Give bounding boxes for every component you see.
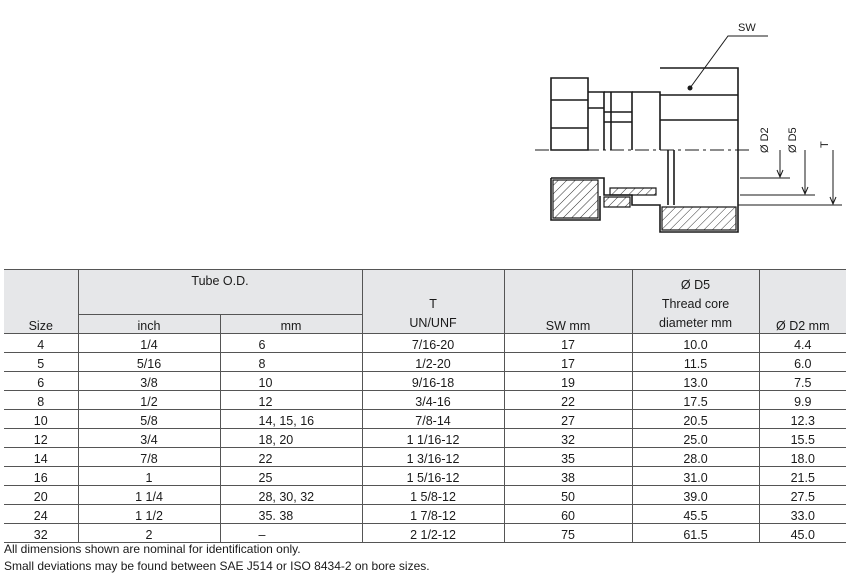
table-row <box>4 524 846 543</box>
cell-inch: 7/8 <box>78 448 220 467</box>
cell-sw: 38 <box>504 467 632 486</box>
d5-header <box>632 270 759 334</box>
cell-t: 7/16-20 <box>362 334 504 353</box>
cell-t: 7/8-14 <box>362 410 504 429</box>
table-row <box>4 391 846 410</box>
cell-size: 5 <box>4 353 78 372</box>
cell-mm: 10 <box>220 372 362 391</box>
cell-d5: 10.0 <box>632 334 759 353</box>
cell-sw: 75 <box>504 524 632 543</box>
dimension-lines <box>738 150 842 205</box>
sw-header: SW mm <box>504 270 632 334</box>
cell-size: 20 <box>4 486 78 505</box>
cell-d2: 18.0 <box>759 448 846 467</box>
cell-t: 1 1/16-12 <box>362 429 504 448</box>
cell-d5: 17.5 <box>632 391 759 410</box>
cell-sw: 17 <box>504 353 632 372</box>
d5-header-mid: Thread core <box>661 297 730 311</box>
d2-label: Ø D2 <box>759 127 771 153</box>
cell-d2: 12.3 <box>759 410 846 429</box>
cell-sw: 32 <box>504 429 632 448</box>
cell-inch: 1/2 <box>78 391 220 410</box>
table-row <box>4 353 846 372</box>
table-row <box>4 372 846 391</box>
cell-d2: 4.4 <box>759 334 846 353</box>
cell-sw: 60 <box>504 505 632 524</box>
cell-d5: 11.5 <box>632 353 759 372</box>
table-row <box>4 410 846 429</box>
cell-size: 12 <box>4 429 78 448</box>
cell-t: 1 7/8-12 <box>362 505 504 524</box>
tube-od-header: Tube O.D. <box>78 270 362 315</box>
cell-d2: 15.5 <box>759 429 846 448</box>
cell-mm: 35. 38 <box>220 505 362 524</box>
cell-mm: 18, 20 <box>220 429 362 448</box>
cell-mm: 28, 30, 32 <box>220 486 362 505</box>
cell-d2: 33.0 <box>759 505 846 524</box>
cell-d2: 27.5 <box>759 486 846 505</box>
table-body <box>4 334 846 543</box>
cell-size: 16 <box>4 467 78 486</box>
cell-inch: 5/8 <box>78 410 220 429</box>
cell-t: 1 5/8-12 <box>362 486 504 505</box>
size-header-spacer <box>4 270 78 315</box>
cell-inch: 1 1/2 <box>78 505 220 524</box>
cell-size: 32 <box>4 524 78 543</box>
cell-d5: 45.5 <box>632 505 759 524</box>
cell-mm: 12 <box>220 391 362 410</box>
cell-mm: 25 <box>220 467 362 486</box>
cell-d2: 9.9 <box>759 391 846 410</box>
dimension-table <box>4 269 846 543</box>
cell-mm: 22 <box>220 448 362 467</box>
cell-size: 10 <box>4 410 78 429</box>
cell-t: 1/2-20 <box>362 353 504 372</box>
cell-d5: 13.0 <box>632 372 759 391</box>
cell-inch: 5/16 <box>78 353 220 372</box>
cell-t: 3/4-16 <box>362 391 504 410</box>
cell-t: 9/16-18 <box>362 372 504 391</box>
cell-inch: 3/4 <box>78 429 220 448</box>
cell-mm: 6 <box>220 334 362 353</box>
cell-d5: 61.5 <box>632 524 759 543</box>
table-row <box>4 334 846 353</box>
table-row <box>4 505 846 524</box>
t-label: T <box>819 141 831 148</box>
cell-d5: 20.5 <box>632 410 759 429</box>
cell-d5: 25.0 <box>632 429 759 448</box>
cell-sw: 17 <box>504 334 632 353</box>
d2-header: Ø D2 mm <box>759 270 846 334</box>
cell-t: 2 1/2-12 <box>362 524 504 543</box>
cell-sw: 35 <box>504 448 632 467</box>
cell-d2: 7.5 <box>759 372 846 391</box>
t-header-top: T <box>429 297 437 311</box>
inch-header: inch <box>78 315 220 334</box>
cell-sw: 19 <box>504 372 632 391</box>
cell-t: 1 5/16-12 <box>362 467 504 486</box>
fitting-cross-section-drawing <box>520 0 852 250</box>
cell-d5: 28.0 <box>632 448 759 467</box>
cell-size: 8 <box>4 391 78 410</box>
d5-header-bottom: diameter mm <box>659 316 732 330</box>
t-header-bottom: UN/UNF <box>409 316 457 330</box>
notes <box>4 541 430 575</box>
cell-d2: 45.0 <box>759 524 846 543</box>
table-row <box>4 467 846 486</box>
table-row <box>4 486 846 505</box>
cell-size: 24 <box>4 505 78 524</box>
cell-mm: 8 <box>220 353 362 372</box>
cell-size: 4 <box>4 334 78 353</box>
note-line: All dimensions shown are nominal for identification only. <box>4 542 301 556</box>
sw-label: SW <box>738 22 756 34</box>
cell-inch: 1/4 <box>78 334 220 353</box>
note-line: Small deviations may be found between SAE J514 or ISO 8434-2 on bore sizes. <box>4 559 430 573</box>
cell-inch: 1 <box>78 467 220 486</box>
t-header <box>362 270 504 334</box>
cell-inch: 1 1/4 <box>78 486 220 505</box>
cell-inch: 2 <box>78 524 220 543</box>
d5-label: Ø D5 <box>787 127 799 153</box>
cell-d2: 6.0 <box>759 353 846 372</box>
table-row <box>4 429 846 448</box>
cell-sw: 50 <box>504 486 632 505</box>
cell-mm: 14, 15, 16 <box>220 410 362 429</box>
size-header: Size <box>4 315 78 334</box>
cell-inch: 3/8 <box>78 372 220 391</box>
cell-sw: 27 <box>504 410 632 429</box>
table-row <box>4 448 846 467</box>
cell-size: 14 <box>4 448 78 467</box>
cell-size: 6 <box>4 372 78 391</box>
cell-d5: 39.0 <box>632 486 759 505</box>
cell-sw: 22 <box>504 391 632 410</box>
cell-mm: – <box>220 524 362 543</box>
cell-d5: 31.0 <box>632 467 759 486</box>
cell-d2: 21.5 <box>759 467 846 486</box>
sw-leader-line <box>690 36 768 88</box>
d5-header-top: Ø D5 <box>680 278 711 292</box>
mm-header: mm <box>220 315 362 334</box>
cell-t: 1 3/16-12 <box>362 448 504 467</box>
